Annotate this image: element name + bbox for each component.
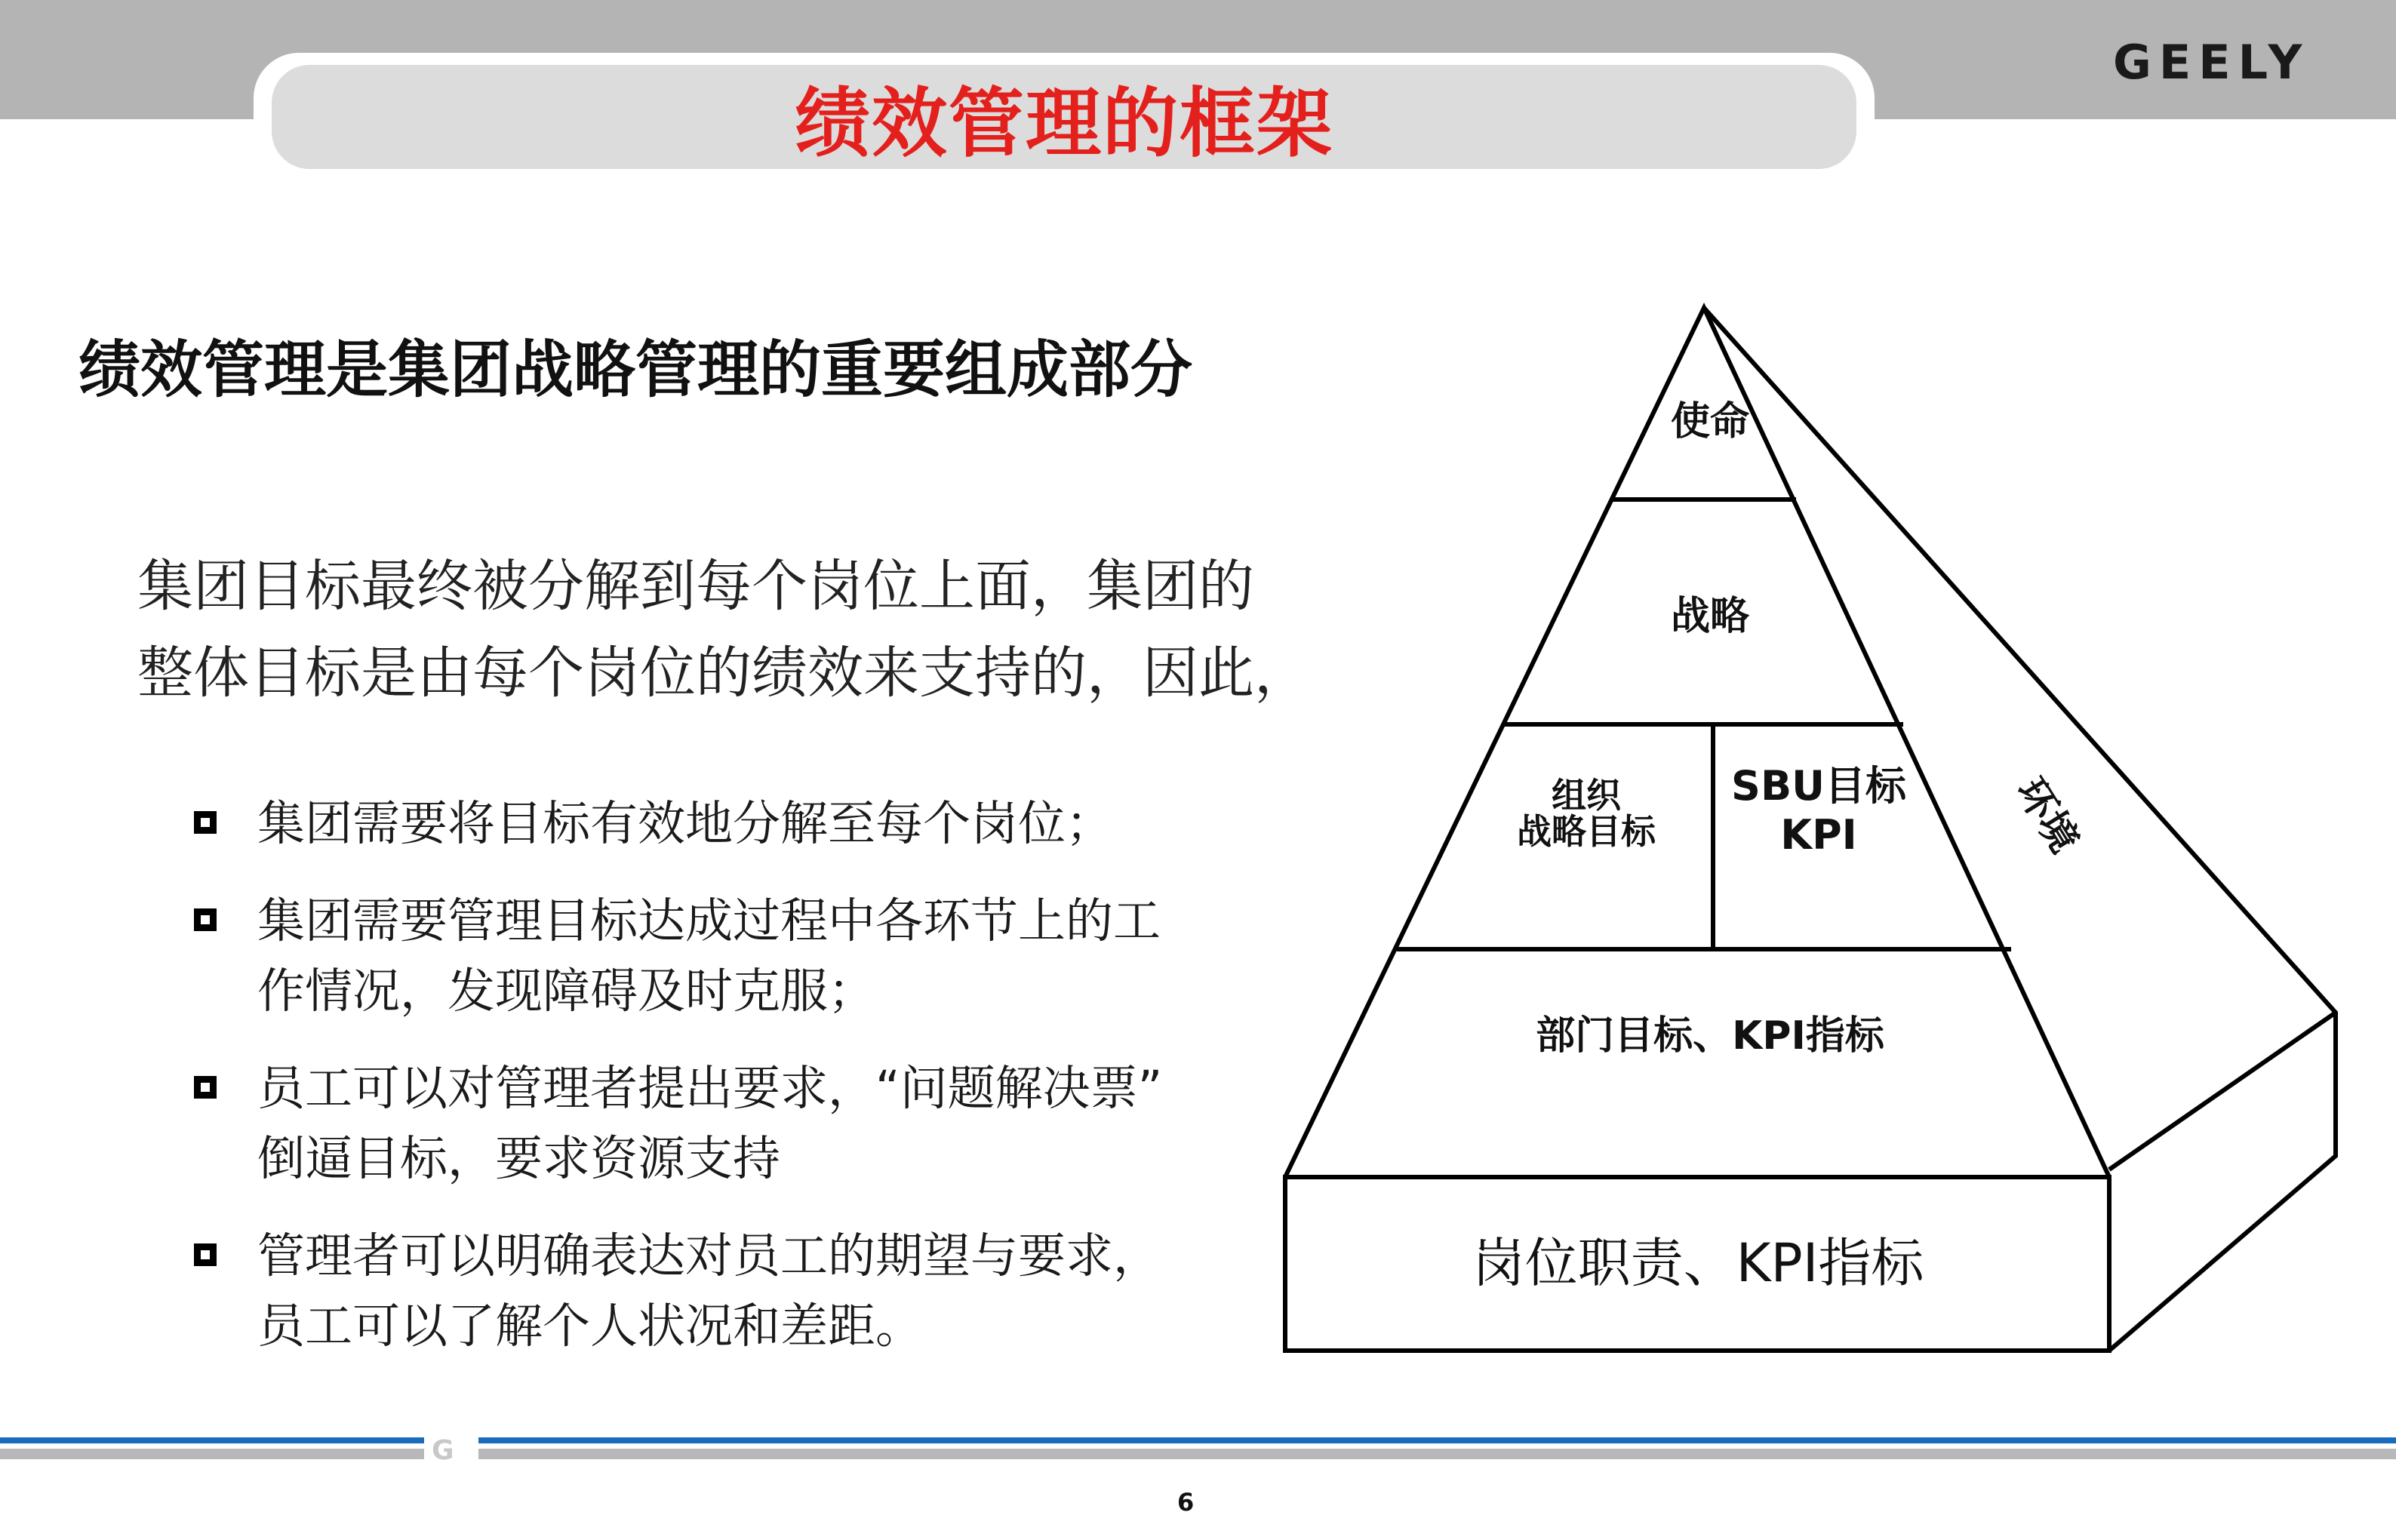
title-bar bbox=[272, 65, 1856, 169]
intro-line: 整体目标是由每个岗位的绩效来支持的，因此， bbox=[137, 641, 1310, 705]
bullet-item bbox=[192, 886, 1249, 1026]
square-bullet-icon bbox=[194, 811, 217, 834]
pyramid-side-edge bbox=[2109, 1013, 2336, 1170]
tier-label-mission: 使命 bbox=[1670, 399, 1750, 444]
tier-label-base: 岗位职责、KPI指标 bbox=[1472, 1232, 1924, 1294]
bullet-text: 集团需要将目标有效地分解至每个岗位； bbox=[257, 796, 1113, 851]
tier-label-dept: 部门目标、KPI指标 bbox=[1536, 1013, 1884, 1059]
side-label-environment: 环境 bbox=[2007, 770, 2087, 861]
tier-label-org-goal: 组织 bbox=[1552, 775, 1621, 816]
square-bullet-icon bbox=[194, 1076, 217, 1099]
tier-label-org-goal: 战略目标 bbox=[1517, 811, 1656, 852]
footer-rule bbox=[0, 1449, 2396, 1459]
section-heading: 绩效管理是集团战略管理的重要组成部分 bbox=[78, 334, 1193, 406]
bullet-text: 倒逼目标，要求资源支持 bbox=[257, 1131, 780, 1186]
pyramid-diagram bbox=[1268, 294, 2339, 1366]
bullet-list bbox=[192, 788, 1249, 1388]
bullet-text: 作情况，发现障碍及时克服； bbox=[257, 964, 875, 1019]
tier-label-sbu: KPI bbox=[1780, 811, 1857, 859]
bullet-item bbox=[192, 1053, 1249, 1194]
tier-label-sbu: SBU目标 bbox=[1731, 762, 1906, 810]
page-title: 绩效管理的框架 bbox=[795, 79, 1333, 168]
square-bullet-icon bbox=[194, 908, 217, 931]
bullet-text: 员工可以对管理者提出要求，“问题解决票” bbox=[257, 1061, 1163, 1116]
tier-label-strategy: 战略 bbox=[1670, 594, 1750, 639]
footer-logo-letter: G bbox=[432, 1435, 454, 1466]
intro-line: 集团目标最终被分解到每个岗位上面，集团的 bbox=[137, 554, 1254, 619]
page-number: 6 bbox=[1177, 1488, 1195, 1517]
bullet-text: 集团需要管理目标达成过程中各环节上的工 bbox=[257, 893, 1161, 948]
intro-paragraph bbox=[137, 543, 1420, 717]
bullet-item bbox=[192, 1221, 1249, 1361]
brand-logo: GEELY bbox=[2113, 35, 2310, 90]
bullet-text: 员工可以了解个人状况和差距。 bbox=[257, 1299, 923, 1354]
footer-rule bbox=[0, 1437, 2396, 1443]
bullet-item bbox=[192, 788, 1249, 859]
bullet-text: 管理者可以明确表达对员工的期望与要求， bbox=[257, 1228, 1161, 1283]
square-bullet-icon bbox=[194, 1243, 217, 1266]
